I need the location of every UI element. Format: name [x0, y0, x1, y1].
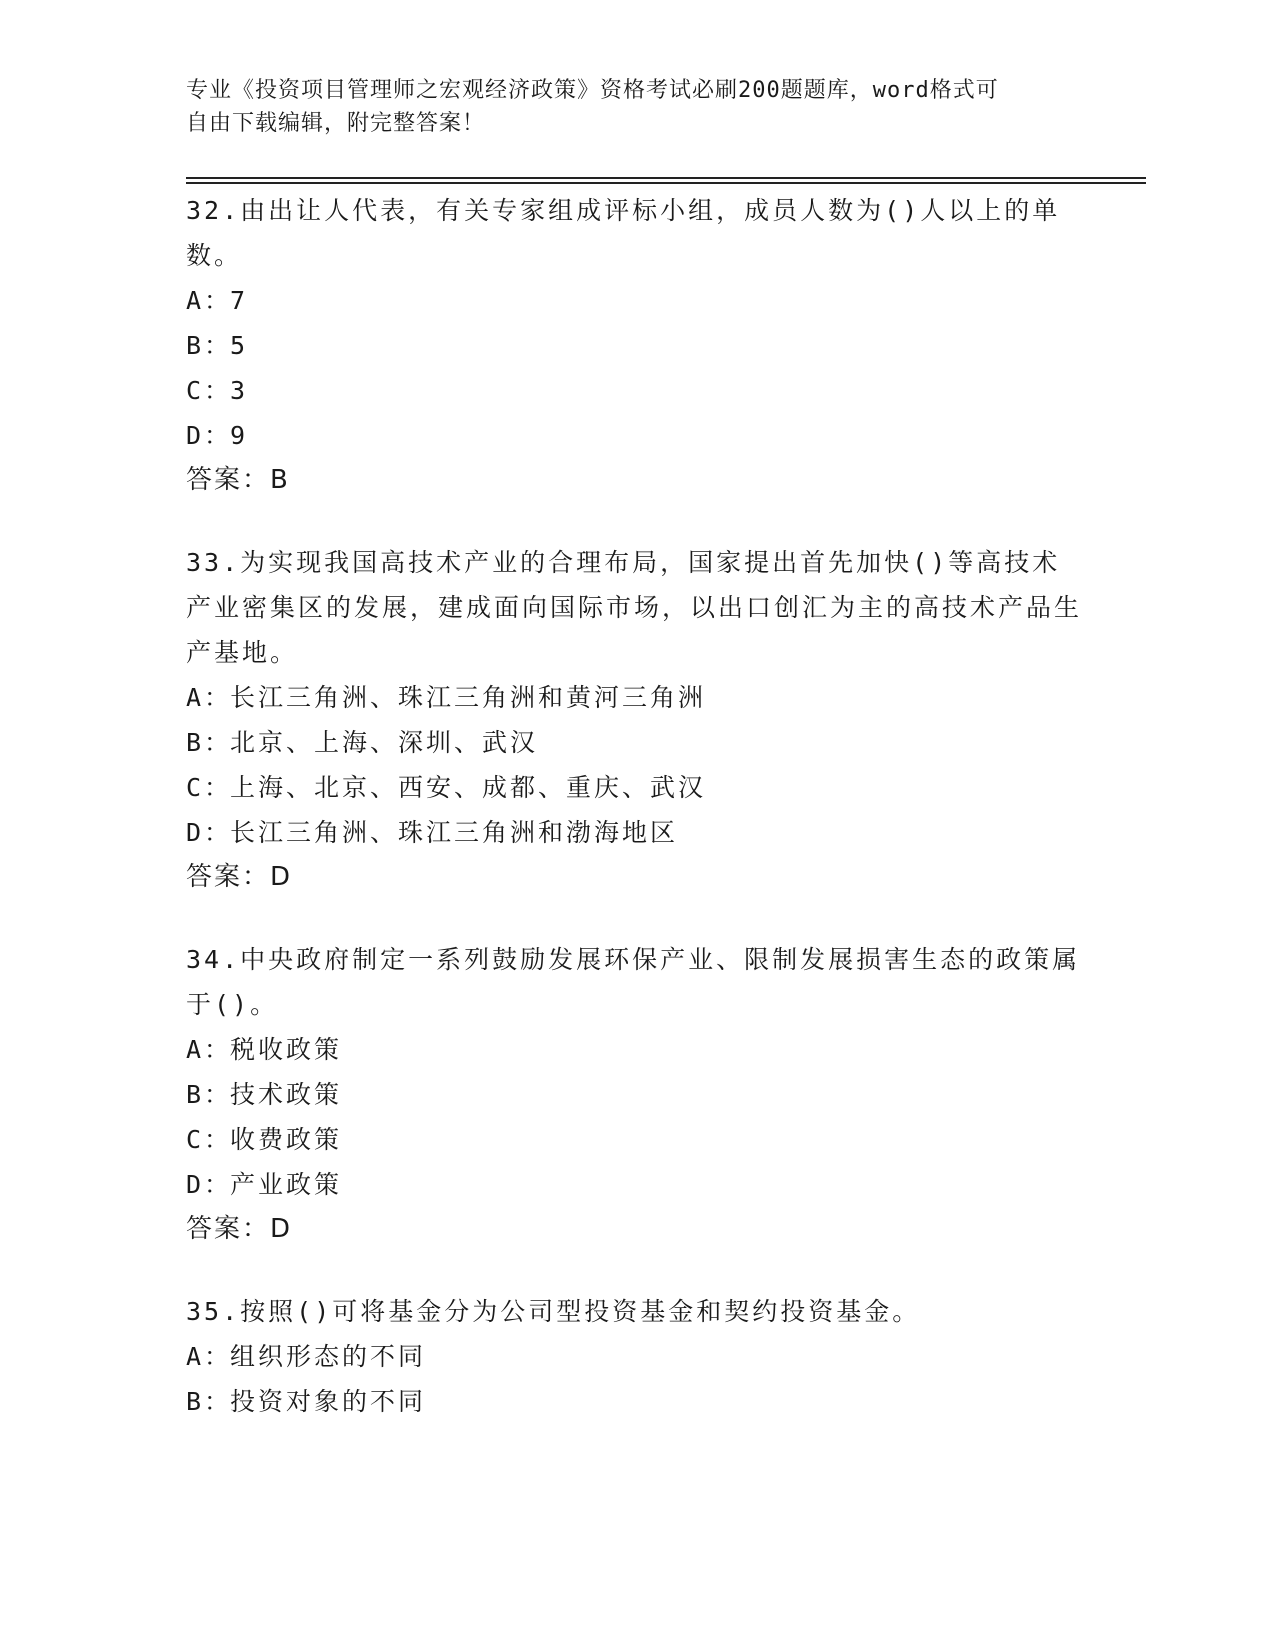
answer-line: 答案：B — [186, 465, 290, 495]
option-label: C： — [186, 376, 233, 405]
option-b — [186, 1379, 1086, 1424]
option-text: 3 — [230, 376, 249, 405]
option-b — [186, 1072, 1086, 1117]
option-text: 7 — [230, 286, 249, 315]
option-label: D： — [186, 818, 233, 847]
option-label: B： — [186, 1387, 233, 1416]
option-text: 税收政策 — [230, 1035, 343, 1064]
question-33 — [186, 540, 1086, 899]
option-label: D： — [186, 421, 233, 450]
question-32 — [186, 188, 1086, 502]
option-a — [186, 675, 1086, 720]
header-divider-bottom — [186, 182, 1146, 184]
option-label: A： — [186, 286, 233, 315]
option-text: 投资对象的不同 — [230, 1387, 427, 1416]
option-d — [186, 810, 1086, 855]
option-label: B： — [186, 331, 233, 360]
option-text: 长江三角洲、珠江三角洲和渤海地区 — [230, 818, 679, 847]
document-header — [186, 74, 1066, 140]
option-a — [186, 1334, 1086, 1379]
option-c — [186, 1117, 1086, 1162]
option-text: 组织形态的不同 — [230, 1342, 427, 1371]
answer-line: 答案：D — [186, 1214, 293, 1244]
option-label: A： — [186, 1035, 233, 1064]
option-text: 技术政策 — [230, 1080, 343, 1109]
option-text: 收费政策 — [230, 1125, 343, 1154]
question-34 — [186, 937, 1086, 1251]
question-text: 32.由出让人代表，有关专家组成评标小组，成员人数为()人以上的单数。 — [186, 196, 1061, 270]
option-d — [186, 413, 1086, 458]
option-label: B： — [186, 728, 233, 757]
option-label: D： — [186, 1170, 233, 1199]
option-a — [186, 1027, 1086, 1072]
question-list — [186, 188, 1086, 1462]
option-label: C： — [186, 1125, 233, 1154]
option-b — [186, 720, 1086, 765]
option-c — [186, 368, 1086, 413]
header-line-2: 自由下载编辑，附完整答案！ — [186, 111, 486, 136]
question-35 — [186, 1289, 1086, 1424]
option-text: 产业政策 — [230, 1170, 343, 1199]
option-label: A： — [186, 1342, 233, 1371]
option-text: 5 — [230, 331, 249, 360]
option-text: 9 — [230, 421, 249, 450]
question-text: 33.为实现我国高技术产业的合理布局，国家提出首先加快()等高技术产业密集区的发展，建成面向国际市场，以出口创汇为主的高技术产品生产基地。 — [186, 548, 1083, 667]
option-text: 长江三角洲、珠江三角洲和黄河三角洲 — [230, 683, 707, 712]
option-a — [186, 278, 1086, 323]
question-text: 35.按照()可将基金分为公司型投资基金和契约投资基金。 — [186, 1297, 921, 1326]
option-text: 北京、上海、深圳、武汉 — [230, 728, 539, 757]
answer-line: 答案：D — [186, 862, 293, 892]
option-b — [186, 323, 1086, 368]
option-label: A： — [186, 683, 233, 712]
option-label: B： — [186, 1080, 233, 1109]
option-text: 上海、北京、西安、成都、重庆、武汉 — [230, 773, 707, 802]
header-line-1: 专业《投资项目管理师之宏观经济政策》资格考试必刷200题题库，word格式可 — [186, 78, 999, 103]
option-c — [186, 765, 1086, 810]
header-divider-top — [186, 177, 1146, 179]
question-text: 34.中央政府制定一系列鼓励发展环保产业、限制发展损害生态的政策属于()。 — [186, 945, 1081, 1019]
option-d — [186, 1162, 1086, 1207]
option-label: C： — [186, 773, 233, 802]
